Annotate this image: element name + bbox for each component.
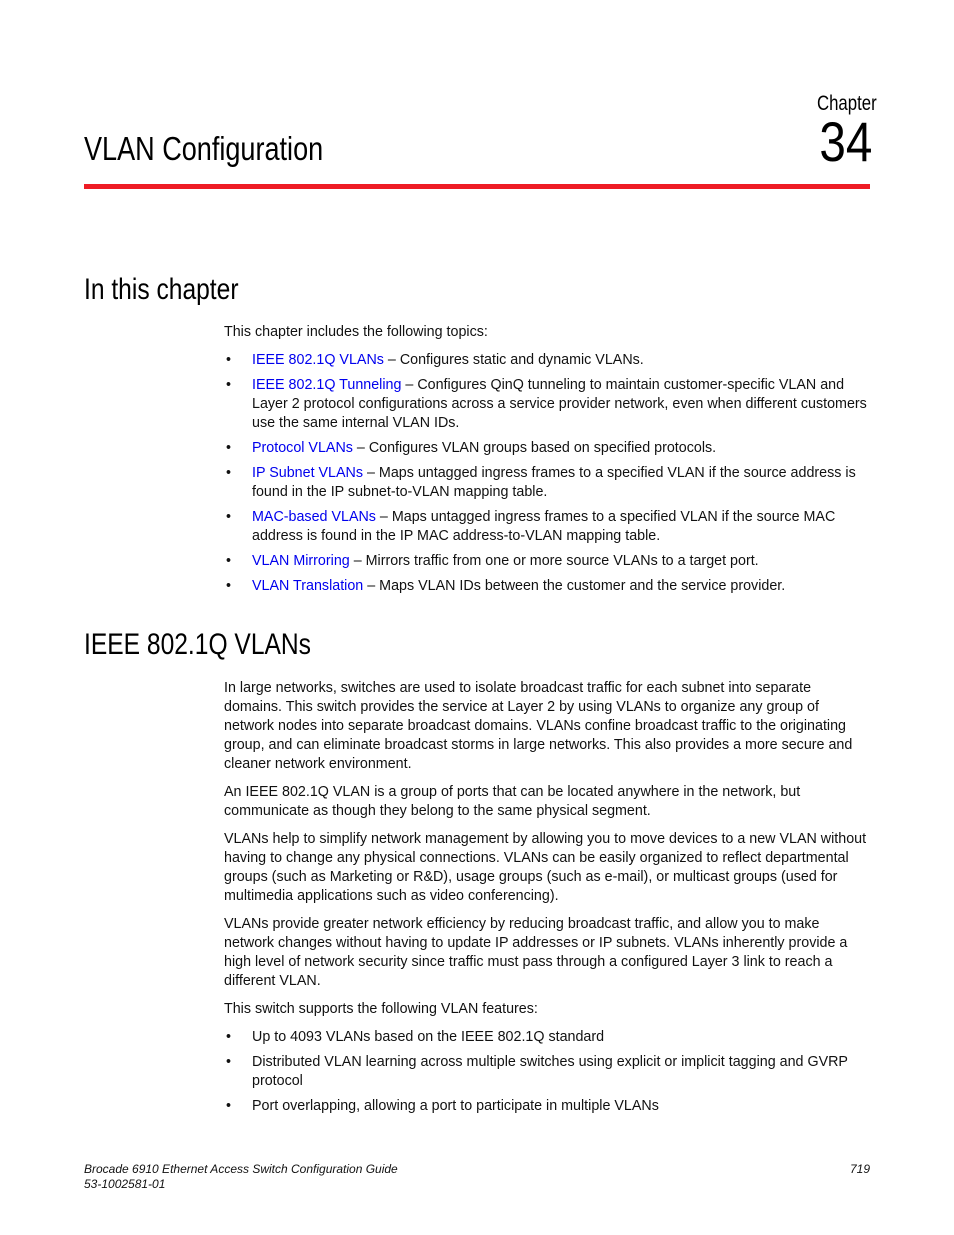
topic-desc: – Maps untagged ingress frames to a specified VLAN if the source MAC address is found in the IP MAC address-to-VLAN mapping table. [252,509,836,544]
footer-left [84,1162,398,1192]
feature-item: • Distributed VLAN learning across multiple switches using explicit or implicit tagging and GVRP protocol [224,1053,872,1091]
guide-title: Brocade 6910 Ethernet Access Switch Configuration Guide [84,1162,398,1176]
paragraph: VLANs provide greater network efficiency by reducing broadcast traffic, and allow you to make network changes without having to update IP addresses or IP subnets. VLANs inherently provide a high level of network security since traffic must pass through a configured Layer 3 link to reach a different VLAN. [224,916,848,989]
doc-number: 53-1002581-01 [84,1177,166,1191]
topic-link[interactable]: VLAN Translation [252,578,364,594]
topic-item [224,464,872,502]
topic-desc: – Mirrors traffic from one or more source VLANs to a target port. [349,553,759,569]
chapter-rule [84,184,870,189]
feature-item: • Port overlapping, allowing a port to participate in multiple VLANs [224,1097,872,1116]
chapter-number: 34 [819,110,872,173]
topic-link[interactable]: MAC-based VLANs [252,509,376,525]
topic-item [224,376,872,433]
topic-desc: – Configures VLAN groups based on specified protocols. [352,440,717,456]
topic-desc: – Configures static and dynamic VLANs. [383,352,644,368]
feature-list [224,1028,872,1116]
section-heading-ieee-vlans: IEEE 802.1Q VLANs [84,628,311,661]
topic-link[interactable]: IEEE 802.1Q VLANs [252,352,384,368]
topic-desc: – Configures QinQ tunneling to maintain customer-specific VLAN and Layer 2 protocol configurations across a service provider network, even when different customers use the same internal VLAN IDs. [252,377,867,431]
topic-link[interactable]: VLAN Mirroring [252,553,350,569]
ieee-section-body [224,679,872,1122]
topic-item [224,552,872,571]
intro-text: This chapter includes the following topics: [224,324,488,340]
topic-item [224,439,872,458]
topic-link[interactable]: IP Subnet VLANs [252,465,364,481]
topic-link[interactable]: Protocol VLANs [252,440,353,456]
chapter-title: VLAN Configuration [84,130,324,167]
page-number: 719 [849,1162,870,1176]
paragraph: An IEEE 802.1Q VLAN is a group of ports that can be located anywhere in the network, but communicate as though they belong to the same physical segment. [224,784,801,819]
paragraph: This switch supports the following VLAN features: [224,1001,538,1017]
in-this-chapter-body [224,323,872,602]
paragraph: VLANs help to simplify network management by allowing you to move devices to a new VLAN without having to change any physical connections. VLANs can be easily organized to reflect departmental groups (such as Marketing or R&D), usage groups (such as e-mail), or multicast groups (used for multimedia applications such as video conferencing). [224,831,867,904]
chapter-label: Chapter [817,92,877,115]
topic-list [224,351,872,596]
topic-desc: – Maps VLAN IDs between the customer and the service provider. [363,578,786,594]
topic-item [224,351,872,370]
topic-link[interactable]: IEEE 802.1Q Tunneling [252,377,402,393]
topic-desc: – Maps untagged ingress frames to a specified VLAN if the source address is found in the IP subnet-to-VLAN mapping table. [252,465,856,500]
paragraph: In large networks, switches are used to isolate broadcast traffic for each subnet into separate domains. This switch provides the service at Layer 2 by using VLANs to organize any group of network nodes into separate broadcast domains. VLANs confine broadcast traffic to the originating group, and can eliminate broadcast storms in large networks. This also provides a more secure and cleaner network environment. [224,680,853,772]
topic-item [224,577,872,596]
topic-item [224,508,872,546]
feature-item: • Up to 4093 VLANs based on the IEEE 802.1Q standard [224,1028,872,1047]
section-heading-in-this-chapter: In this chapter [84,273,239,306]
